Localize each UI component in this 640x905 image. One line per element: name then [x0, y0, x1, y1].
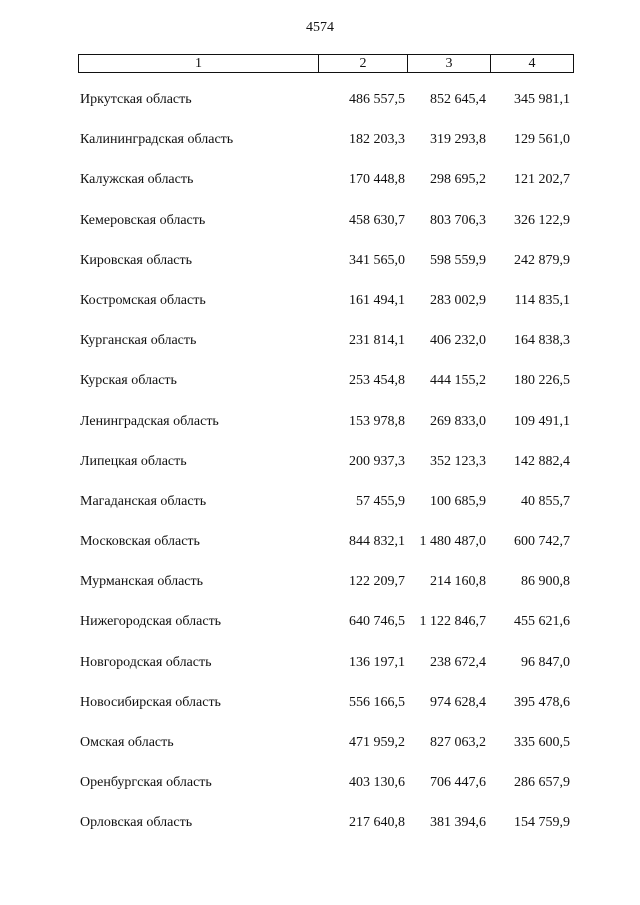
region-name: Кировская область — [80, 252, 193, 268]
value-col-3: 444 155,2 — [430, 373, 486, 389]
value-col-3: 852 645,4 — [430, 92, 486, 107]
table-row — [0, 772, 640, 812]
region-name: Калужская область — [80, 172, 194, 188]
value-col-2: 253 454,8 — [349, 373, 405, 389]
region-name: Московская область — [80, 534, 200, 550]
value-col-4: 286 657,9 — [514, 775, 570, 791]
column-header-3: 3 — [408, 55, 491, 73]
column-header-4: 4 — [491, 55, 574, 73]
value-col-2: 57 455,9 — [356, 493, 405, 509]
value-col-2: 341 565,0 — [349, 252, 405, 268]
value-col-4: 164 838,3 — [514, 333, 570, 349]
value-col-4: 96 847,0 — [521, 654, 570, 670]
value-col-2: 200 937,3 — [349, 453, 405, 469]
value-col-3: 238 672,4 — [430, 654, 486, 670]
value-col-2: 231 814,1 — [349, 333, 405, 349]
region-name: Иркутская область — [80, 92, 192, 107]
value-col-4: 114 835,1 — [514, 292, 570, 308]
table-row — [0, 611, 640, 651]
value-col-4: 40 855,7 — [521, 493, 570, 509]
region-name: Новгородская область — [80, 654, 212, 670]
value-col-4: 455 621,6 — [514, 614, 570, 630]
column-header-row — [79, 55, 574, 73]
region-name: Курская область — [80, 373, 177, 389]
value-col-4: 86 900,8 — [521, 574, 570, 590]
value-col-4: 335 600,5 — [514, 735, 570, 750]
column-header-2: 2 — [319, 55, 408, 73]
value-col-2: 153 978,8 — [349, 413, 405, 429]
value-col-4: 154 759,9 — [514, 815, 570, 831]
value-col-4: 326 122,9 — [514, 212, 570, 228]
table-row — [0, 290, 640, 330]
value-col-3: 598 559,9 — [430, 252, 486, 268]
value-col-4: 345 981,1 — [514, 92, 570, 107]
value-col-3: 406 232,0 — [430, 333, 486, 349]
table-row — [0, 652, 640, 692]
region-name: Курганская область — [80, 333, 197, 349]
value-col-2: 471 959,2 — [349, 735, 405, 750]
table-row — [0, 531, 640, 571]
table-row — [0, 370, 640, 410]
value-col-2: 161 494,1 — [349, 292, 405, 308]
table-row — [0, 732, 640, 772]
value-col-2: 486 557,5 — [349, 92, 405, 107]
region-name: Ленинградская область — [80, 413, 219, 429]
table-row — [0, 330, 640, 370]
region-name: Магаданская область — [80, 493, 207, 509]
value-col-3: 214 160,8 — [430, 574, 486, 590]
page-number: 4574 — [306, 20, 334, 35]
value-col-2: 217 640,8 — [349, 815, 405, 831]
table-row — [0, 129, 640, 169]
value-col-3: 100 685,9 — [430, 493, 486, 509]
value-col-3: 298 695,2 — [430, 172, 486, 188]
region-name: Костромская область — [80, 292, 206, 308]
value-col-3: 319 293,8 — [430, 132, 486, 148]
value-col-3: 803 706,3 — [430, 212, 486, 228]
value-col-2: 170 448,8 — [349, 172, 405, 188]
table-row — [0, 210, 640, 250]
value-col-2: 556 166,5 — [349, 694, 405, 710]
region-name: Нижегородская область — [80, 614, 222, 630]
region-name: Липецкая область — [80, 453, 187, 469]
value-col-3: 269 833,0 — [430, 413, 486, 429]
table-row — [0, 169, 640, 209]
region-name: Новосибирская область — [80, 694, 221, 710]
table-row — [0, 89, 640, 129]
region-name: Оренбургская область — [80, 775, 212, 791]
value-col-2: 640 746,5 — [349, 614, 405, 630]
region-name: Кемеровская область — [80, 212, 206, 228]
value-col-3: 352 123,3 — [430, 453, 486, 469]
value-col-3: 1 122 846,7 — [419, 614, 486, 630]
value-col-4: 129 561,0 — [514, 132, 570, 148]
value-col-2: 182 203,3 — [349, 132, 405, 148]
table-row — [0, 571, 640, 611]
value-col-3: 974 628,4 — [430, 694, 486, 710]
value-col-3: 381 394,6 — [430, 815, 486, 831]
table-body — [0, 89, 640, 853]
region-name: Омская область — [80, 735, 174, 750]
value-col-4: 242 879,9 — [514, 252, 570, 268]
value-col-2: 844 832,1 — [349, 534, 405, 550]
table-row — [0, 491, 640, 531]
value-col-4: 180 226,5 — [514, 373, 570, 389]
value-col-3: 1 480 487,0 — [419, 534, 486, 550]
region-name: Орловская область — [80, 815, 193, 831]
value-col-4: 142 882,4 — [514, 453, 570, 469]
value-col-2: 136 197,1 — [349, 654, 405, 670]
column-header-1: 1 — [79, 55, 319, 73]
value-col-4: 395 478,6 — [514, 694, 570, 710]
value-col-2: 122 209,7 — [349, 574, 405, 590]
value-col-3: 827 063,2 — [430, 735, 486, 750]
table-row — [0, 250, 640, 290]
value-col-2: 403 130,6 — [349, 775, 405, 791]
value-col-2: 458 630,7 — [349, 212, 405, 228]
region-name: Мурманская область — [80, 574, 204, 590]
table-row — [0, 451, 640, 491]
value-col-3: 706 447,6 — [430, 775, 486, 791]
value-col-4: 109 491,1 — [514, 413, 570, 429]
table-row — [0, 692, 640, 732]
value-col-3: 283 002,9 — [430, 292, 486, 308]
region-name: Калининградская область — [80, 132, 234, 148]
value-col-4: 600 742,7 — [514, 534, 570, 550]
table-row — [0, 812, 640, 852]
table-row — [0, 411, 640, 451]
value-col-4: 121 202,7 — [514, 172, 570, 188]
column-header-table — [78, 54, 574, 73]
